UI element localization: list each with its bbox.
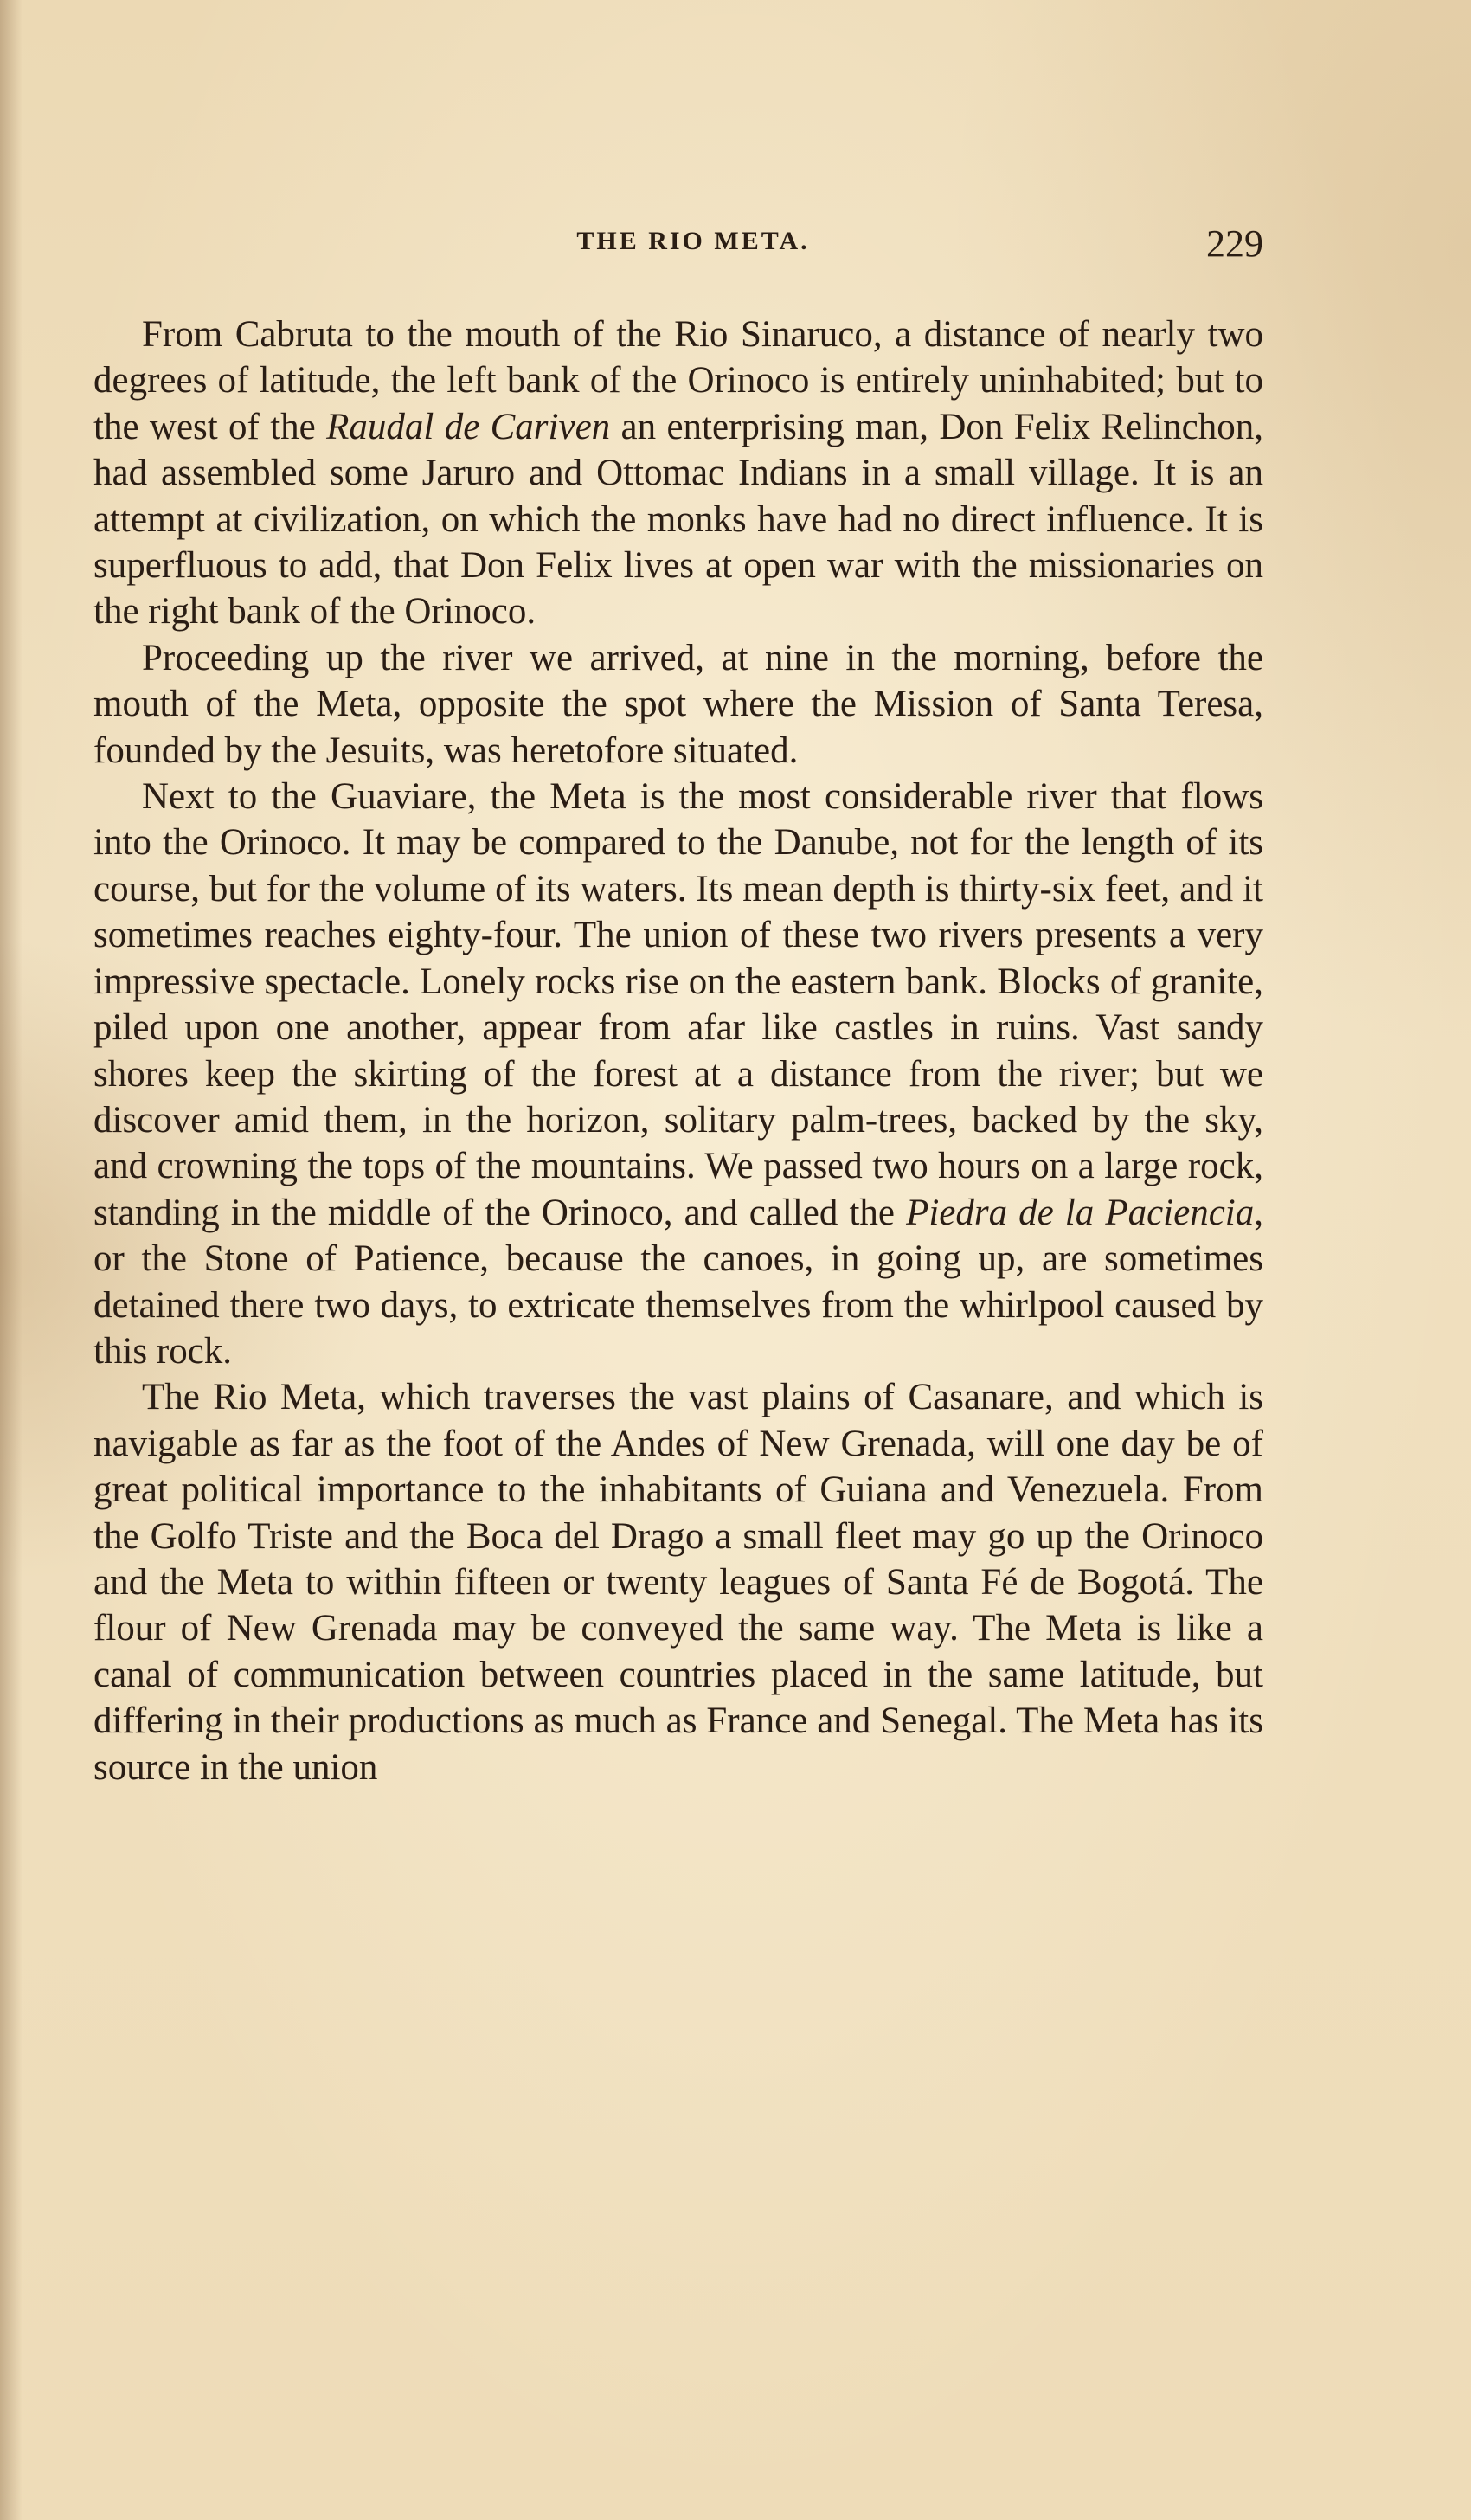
- page-number: 229: [1206, 222, 1263, 265]
- page-edge-shadow: [0, 0, 22, 2520]
- running-title: THE RIO META.: [576, 227, 810, 255]
- text-segment: , or the Stone of Patience, because the canoes, in going up, are sometimes detained there two days, to extricate themselves from the whirlpool caused by this rock.: [93, 1192, 1263, 1372]
- page-header: [123, 222, 1263, 272]
- text-segment: Next to the Guaviare, the Meta is the most considerable river that flows into the Orinoco. It may be compared to the Danube, not for the length of its course, but for the volume of its waters. Its mean depth is thirty-six feet, and it sometimes reaches eighty-four. The union of these two rivers presents a very impressive spectacle. Lonely rocks rise on the eastern bank. Blocks of granite, piled upon one another, appear from afar like castles in ruins. Vast sandy shores keep the skirting of the forest at a distance from the river; but we discover amid them, in the horizon, solitary palm-trees, backed by the sky, and crowning the tops of the mountains. We passed two hours on a large rock, standing in the middle of the Orinoco, and called the: [93, 776, 1263, 1233]
- paragraph-1: [93, 312, 1263, 635]
- italic-place-name: Piedra de la Paciencia: [906, 1192, 1255, 1233]
- paragraph-3: [93, 774, 1263, 1374]
- paragraph-4: [93, 1374, 1263, 1790]
- text-segment: an enterprising man, Don Felix Relinchon, had assembled some Jaruro and Ottomac Indians in a small village. It is an attempt at civilization, on which the monks have had no direct influence. It is superfluous to add, that Don Felix lives at open war with the missionaries on the right bank of the Orinoco.: [93, 406, 1263, 633]
- paragraph-2: [93, 635, 1263, 774]
- text-segment: Proceeding up the river we arrived, at nine in the morning, before the mouth of the Meta, opposite the spot where the Mission of Santa Teresa, founded by the Jesuits, was heretofore situated.: [93, 637, 1263, 771]
- text-segment: The Rio Meta, which traverses the vast plains of Casanare, and which is navigable as far as the foot of the Andes of New Grenada, will one day be of great political importance to the inhabitants of Guiana and Venezuela. From the Golfo Triste and the Boca del Drago a small fleet may go up the Orinoco and the Meta to within fifteen or twenty leagues of Santa Fé de Bogotá. The flour of New Grenada may be conveyed the same way. The Meta is like a canal of communication between countries placed in the same latitude, but differing in their productions as much as France and Senegal. The Meta has its source in the union: [93, 1377, 1263, 1788]
- italic-place-name: Raudal de Cariven: [326, 406, 611, 447]
- text-segment: From Cabruta to the mouth of the Rio Sinaruco, a distance of nearly two degrees of latitude, the left bank of the Orinoco is entirely uninhabited; but to the west of the: [93, 314, 1263, 447]
- body-text: [93, 312, 1263, 1790]
